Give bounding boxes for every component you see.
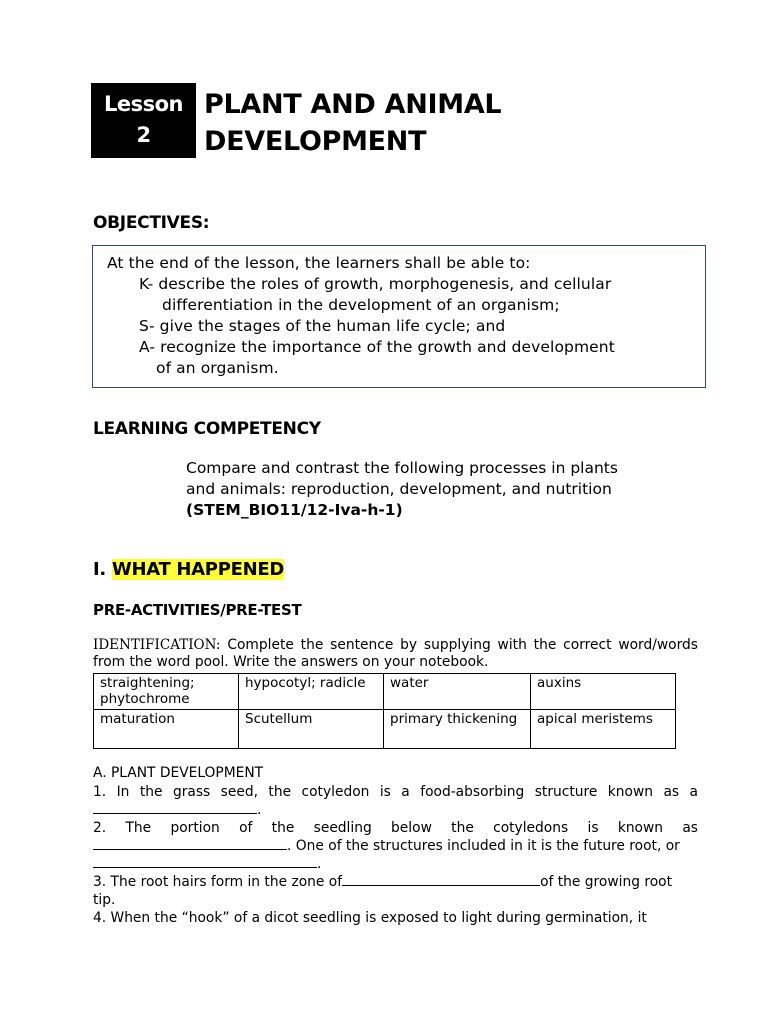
identification-text: Complete the sentence by supplying with the correct word/words from the word pool. Write the answers on your notebook.	[93, 637, 698, 670]
plant-development-heading: A. PLANT DEVELOPMENT	[93, 765, 264, 781]
word-cell: hypocotyl; radicle	[239, 674, 384, 710]
table-row	[94, 710, 676, 749]
question-4-text: 4. When the “hook” of a dicot seedling is exposed to light during germination, it	[93, 910, 647, 926]
question-4	[93, 909, 713, 927]
table-row	[94, 674, 676, 710]
word-cell: maturation	[94, 710, 239, 749]
question-1	[93, 783, 698, 819]
question-3-end: tip.	[93, 892, 116, 908]
competency-line2: and animals: reproduction, development, and nutrition	[186, 480, 612, 498]
word-cell: apical meristems	[531, 710, 676, 749]
question-2-text: 2. The portion of the seedling below the cotyledons is known as	[93, 820, 698, 836]
question-1-text: 1. In the grass seed, the cotyledon is a food-absorbing structure known as a	[93, 784, 698, 800]
section-numeral: I.	[93, 559, 112, 580]
section-title-highlight: WHAT HAPPENED	[111, 559, 284, 580]
competency-code: (STEM_BIO11/12-Iva-h-1)	[186, 501, 403, 519]
word-pool-table	[93, 673, 676, 749]
competency-line1: Compare and contrast the following processes in plants	[186, 459, 618, 477]
answer-blank	[93, 837, 287, 850]
lesson-label: Lesson	[103, 92, 183, 116]
objective-a-line2: of an organism.	[156, 359, 279, 377]
objectives-box	[92, 245, 706, 388]
word-cell: Scutellum	[239, 710, 384, 749]
question-1-end: .	[257, 802, 262, 818]
answer-blank	[342, 873, 540, 886]
lesson-number: 2	[136, 123, 151, 147]
lesson-title-line1: PLANT AND ANIMAL	[204, 89, 502, 120]
answer-blank	[93, 801, 257, 814]
word-cell: primary thickening	[384, 710, 531, 749]
competency-text	[186, 458, 618, 521]
identification-instructions	[93, 637, 698, 671]
pre-activities-heading: PRE-ACTIVITIES/PRE-TEST	[93, 601, 302, 619]
question-3-text-b: of the growing root	[540, 874, 673, 890]
competency-heading: LEARNING COMPETENCY	[93, 419, 321, 439]
word-cell: auxins	[531, 674, 676, 710]
lesson-badge	[91, 83, 196, 158]
objective-s-line: S- give the stages of the human life cycle; and	[139, 317, 506, 335]
section-title	[93, 559, 284, 580]
question-3-text: 3. The root hairs form in the zone of	[93, 874, 343, 890]
objective-a-line1: A- recognize the importance of the growth and development	[139, 338, 615, 356]
lesson-title-line2: DEVELOPMENT	[204, 126, 427, 157]
question-2	[93, 819, 698, 873]
word-cell: straightening; phytochrome	[94, 674, 239, 710]
identification-label: IDENTIFICATION:	[93, 637, 221, 653]
question-3	[93, 873, 698, 909]
objectives-intro: At the end of the lesson, the learners shall be able to:	[107, 254, 531, 272]
objectives-heading: OBJECTIVES:	[93, 213, 210, 233]
objective-k-line2: differentiation in the development of an organism;	[162, 296, 560, 314]
objective-k-line1: K- describe the roles of growth, morphogenesis, and cellular	[139, 275, 612, 293]
answer-blank	[93, 855, 317, 868]
question-2-text-b: . One of the structures included in it is the future root, or	[287, 838, 680, 854]
word-cell: water	[384, 674, 531, 710]
question-2-end: .	[317, 856, 322, 872]
lesson-title	[204, 86, 501, 160]
